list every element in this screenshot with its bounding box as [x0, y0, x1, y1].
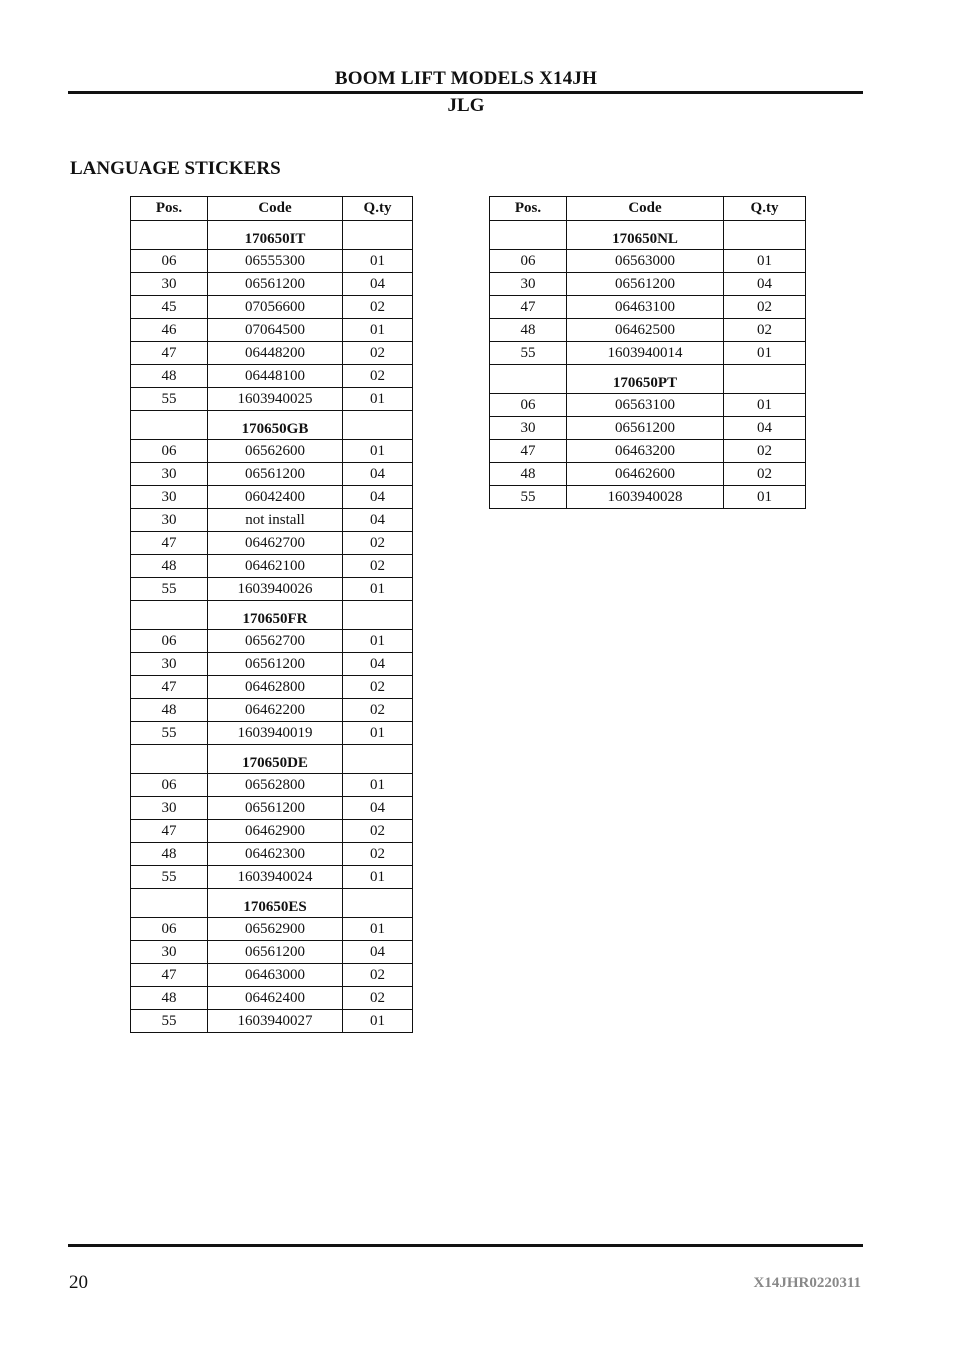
- code-cell: 06462800: [208, 676, 343, 699]
- pos-cell: 55: [131, 722, 208, 745]
- column-header-code: Code: [567, 197, 724, 221]
- code-cell: 06462900: [208, 820, 343, 843]
- qty-cell: 01: [343, 578, 413, 601]
- qty-cell: 01: [343, 1010, 413, 1033]
- code-cell: 07056600: [208, 296, 343, 319]
- table-row: [131, 653, 413, 676]
- code-cell: 06448100: [208, 365, 343, 388]
- code-cell: 1603940026: [208, 578, 343, 601]
- parts-table-body: [131, 221, 413, 1033]
- column-header-qty: Q.ty: [724, 197, 806, 221]
- qty-cell: 02: [724, 440, 806, 463]
- pos-cell: 48: [490, 463, 567, 486]
- pos-cell: 48: [131, 699, 208, 722]
- brand-name: JLG: [447, 95, 485, 116]
- pos-cell: 47: [131, 532, 208, 555]
- table-row: [131, 774, 413, 797]
- pos-cell: 47: [490, 296, 567, 319]
- qty-cell: 02: [343, 555, 413, 578]
- qty-cell: 01: [724, 250, 806, 273]
- code-cell: 06462600: [567, 463, 724, 486]
- code-cell: 06463100: [567, 296, 724, 319]
- code-cell: 06462200: [208, 699, 343, 722]
- table-row: [131, 532, 413, 555]
- pos-cell: 48: [131, 555, 208, 578]
- kit-code: 170650DE: [208, 745, 343, 774]
- empty-cell: [131, 889, 208, 918]
- code-cell: 1603940019: [208, 722, 343, 745]
- code-cell: 1603940025: [208, 388, 343, 411]
- table-row: [490, 463, 806, 486]
- qty-cell: 01: [343, 250, 413, 273]
- pos-cell: 46: [131, 319, 208, 342]
- code-cell: 1603940027: [208, 1010, 343, 1033]
- pos-cell: 48: [131, 365, 208, 388]
- code-cell: 06561200: [567, 417, 724, 440]
- code-cell: 06562600: [208, 440, 343, 463]
- kit-code: 170650ES: [208, 889, 343, 918]
- parts-table-right: [489, 196, 806, 509]
- kit-group-row: [131, 745, 413, 774]
- code-cell: 1603940028: [567, 486, 724, 509]
- pos-cell: 06: [490, 394, 567, 417]
- table-row: [131, 797, 413, 820]
- qty-cell: 01: [724, 394, 806, 417]
- qty-cell: 02: [724, 319, 806, 342]
- header-divider: [68, 91, 863, 94]
- qty-cell: 04: [343, 463, 413, 486]
- code-cell: 06463000: [208, 964, 343, 987]
- empty-cell: [131, 601, 208, 630]
- parts-table-body: [490, 221, 806, 509]
- empty-cell: [343, 745, 413, 774]
- table-row: [131, 699, 413, 722]
- code-cell: 06561200: [208, 941, 343, 964]
- empty-cell: [724, 221, 806, 250]
- pos-cell: 30: [131, 486, 208, 509]
- qty-cell: 04: [343, 941, 413, 964]
- code-cell: 06562800: [208, 774, 343, 797]
- pos-cell: 06: [131, 918, 208, 941]
- table-row: [131, 941, 413, 964]
- code-cell: 06462300: [208, 843, 343, 866]
- empty-cell: [131, 745, 208, 774]
- qty-cell: 04: [724, 273, 806, 296]
- table-row: [490, 417, 806, 440]
- table-row: [131, 296, 413, 319]
- pos-cell: 55: [490, 342, 567, 365]
- table-row: [131, 1010, 413, 1033]
- empty-cell: [724, 365, 806, 394]
- table-row: [131, 578, 413, 601]
- table-row: [131, 555, 413, 578]
- code-cell: 06561200: [208, 273, 343, 296]
- table-row: [131, 463, 413, 486]
- pos-cell: 06: [131, 250, 208, 273]
- page-number: 20: [69, 1272, 88, 1293]
- code-cell: 06561200: [208, 653, 343, 676]
- qty-cell: 04: [343, 797, 413, 820]
- qty-cell: 01: [343, 630, 413, 653]
- empty-cell: [343, 411, 413, 440]
- qty-cell: 01: [724, 342, 806, 365]
- code-cell: 1603940024: [208, 866, 343, 889]
- kit-code: 170650PT: [567, 365, 724, 394]
- qty-cell: 02: [343, 987, 413, 1010]
- empty-cell: [131, 221, 208, 250]
- code-cell: 06463200: [567, 440, 724, 463]
- pos-cell: 55: [131, 388, 208, 411]
- empty-cell: [490, 365, 567, 394]
- pos-cell: 47: [131, 820, 208, 843]
- qty-cell: 04: [724, 417, 806, 440]
- column-header-qty: Q.ty: [343, 197, 413, 221]
- qty-cell: 01: [724, 486, 806, 509]
- table-row: [131, 440, 413, 463]
- kit-code: 170650NL: [567, 221, 724, 250]
- qty-cell: 01: [343, 774, 413, 797]
- qty-cell: 02: [724, 463, 806, 486]
- empty-cell: [343, 601, 413, 630]
- pos-cell: 30: [131, 653, 208, 676]
- pos-cell: 48: [131, 987, 208, 1010]
- document-title: BOOM LIFT MODELS X14JH: [334, 68, 598, 89]
- table-row: [131, 250, 413, 273]
- code-cell: 06462500: [567, 319, 724, 342]
- qty-cell: 01: [343, 388, 413, 411]
- table-row: [131, 388, 413, 411]
- pos-cell: 55: [131, 578, 208, 601]
- table-row: [131, 365, 413, 388]
- table-row: [490, 342, 806, 365]
- section-title: LANGUAGE STICKERS: [70, 158, 281, 179]
- kit-group-row: [131, 411, 413, 440]
- pos-cell: 30: [131, 941, 208, 964]
- pos-cell: 47: [131, 964, 208, 987]
- kit-group-row: [131, 889, 413, 918]
- table-row: [131, 964, 413, 987]
- qty-cell: 01: [343, 722, 413, 745]
- qty-cell: 02: [343, 843, 413, 866]
- table-header-row: [490, 197, 806, 221]
- qty-cell: 02: [343, 296, 413, 319]
- qty-cell: 04: [343, 486, 413, 509]
- code-cell: 06563100: [567, 394, 724, 417]
- qty-cell: 01: [343, 866, 413, 889]
- table-row: [490, 296, 806, 319]
- pos-cell: 30: [131, 273, 208, 296]
- pos-cell: 30: [131, 509, 208, 532]
- code-cell: 1603940014: [567, 342, 724, 365]
- code-cell: 06562900: [208, 918, 343, 941]
- column-header-pos: Pos.: [490, 197, 567, 221]
- pos-cell: 30: [490, 273, 567, 296]
- table-row: [490, 319, 806, 342]
- qty-cell: 02: [343, 964, 413, 987]
- pos-cell: 45: [131, 296, 208, 319]
- code-cell: 06042400: [208, 486, 343, 509]
- qty-cell: 04: [343, 653, 413, 676]
- pos-cell: 30: [131, 797, 208, 820]
- kit-group-row: [131, 221, 413, 250]
- kit-code: 170650IT: [208, 221, 343, 250]
- kit-code: 170650GB: [208, 411, 343, 440]
- table-row: [131, 918, 413, 941]
- pos-cell: 48: [131, 843, 208, 866]
- code-cell: 07064500: [208, 319, 343, 342]
- kit-group-row: [131, 601, 413, 630]
- qty-cell: 02: [343, 676, 413, 699]
- pos-cell: 55: [131, 1010, 208, 1033]
- qty-cell: 01: [343, 918, 413, 941]
- table-row: [131, 342, 413, 365]
- qty-cell: 02: [343, 699, 413, 722]
- qty-cell: 02: [343, 532, 413, 555]
- table-row: [131, 273, 413, 296]
- pos-cell: 55: [131, 866, 208, 889]
- pos-cell: 47: [490, 440, 567, 463]
- pos-cell: 30: [490, 417, 567, 440]
- table-row: [490, 440, 806, 463]
- code-cell: not install: [208, 509, 343, 532]
- pos-cell: 47: [131, 676, 208, 699]
- qty-cell: 02: [343, 342, 413, 365]
- table-row: [131, 630, 413, 653]
- empty-cell: [490, 221, 567, 250]
- table-row: [490, 394, 806, 417]
- table-row: [490, 250, 806, 273]
- code-cell: 06462400: [208, 987, 343, 1010]
- pos-cell: 47: [131, 342, 208, 365]
- pos-cell: 48: [490, 319, 567, 342]
- code-cell: 06561200: [567, 273, 724, 296]
- code-cell: 06561200: [208, 463, 343, 486]
- table-row: [131, 676, 413, 699]
- qty-cell: 02: [343, 365, 413, 388]
- table-row: [490, 486, 806, 509]
- empty-cell: [343, 889, 413, 918]
- kit-code: 170650FR: [208, 601, 343, 630]
- qty-cell: 01: [343, 319, 413, 342]
- empty-cell: [343, 221, 413, 250]
- table-row: [131, 509, 413, 532]
- table-row: [131, 987, 413, 1010]
- table-row: [131, 722, 413, 745]
- qty-cell: 04: [343, 509, 413, 532]
- qty-cell: 04: [343, 273, 413, 296]
- parts-table-left: [130, 196, 413, 1033]
- kit-group-row: [490, 365, 806, 394]
- qty-cell: 02: [343, 820, 413, 843]
- code-cell: 06448200: [208, 342, 343, 365]
- column-header-pos: Pos.: [131, 197, 208, 221]
- table-header-row: [131, 197, 413, 221]
- code-cell: 06563000: [567, 250, 724, 273]
- table-row: [131, 820, 413, 843]
- table-row: [131, 319, 413, 342]
- table-row: [490, 273, 806, 296]
- pos-cell: 06: [131, 630, 208, 653]
- table-row: [131, 843, 413, 866]
- code-cell: 06562700: [208, 630, 343, 653]
- code-cell: 06555300: [208, 250, 343, 273]
- empty-cell: [131, 411, 208, 440]
- document-code: X14JHR0220311: [753, 1275, 861, 1291]
- pos-cell: 55: [490, 486, 567, 509]
- code-cell: 06462100: [208, 555, 343, 578]
- pos-cell: 30: [131, 463, 208, 486]
- qty-cell: 01: [343, 440, 413, 463]
- footer-divider: [68, 1244, 863, 1247]
- code-cell: 06561200: [208, 797, 343, 820]
- table-row: [131, 486, 413, 509]
- pos-cell: 06: [131, 774, 208, 797]
- table-row: [131, 866, 413, 889]
- code-cell: 06462700: [208, 532, 343, 555]
- pos-cell: 06: [490, 250, 567, 273]
- column-header-code: Code: [208, 197, 343, 221]
- pos-cell: 06: [131, 440, 208, 463]
- qty-cell: 02: [724, 296, 806, 319]
- kit-group-row: [490, 221, 806, 250]
